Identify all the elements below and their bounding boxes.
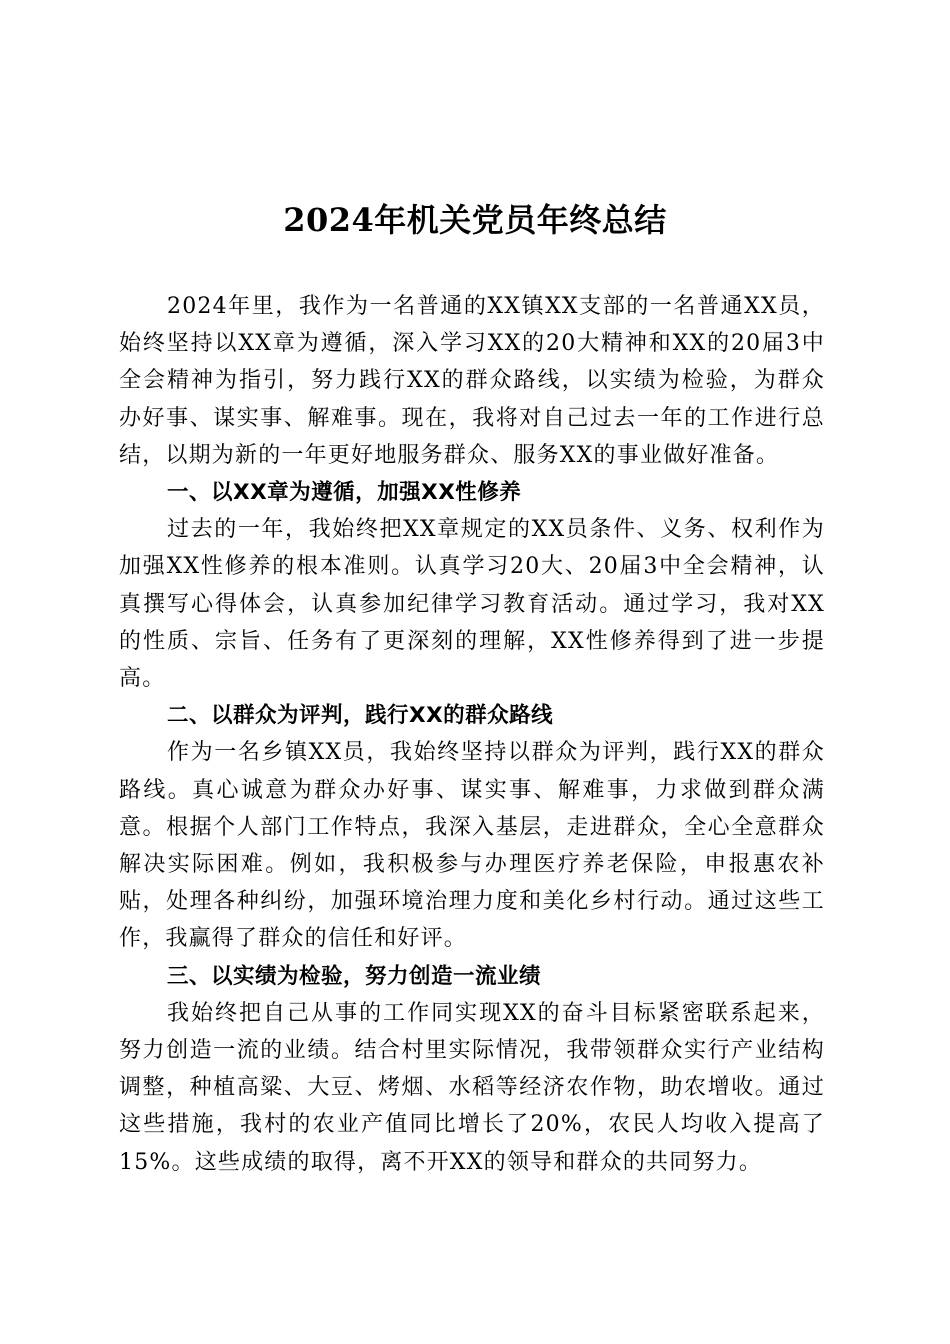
section-2-heading: 二、以群众为评判，践行XX的群众路线 bbox=[167, 703, 554, 729]
section-3-heading: 三、以实绩为检验，努力创造一流业绩 bbox=[167, 963, 542, 989]
section-2-paragraph: 作为一名乡镇XX员，我始终坚持以群众为评判，践行XX的群众路线。真心诚意为群众办好事、谋实事、解难事，力求做到群众满意。根据个人部门工作特点，我深入基层，走进群众，全心全意群众解决实际困难。例如，我积极参与办理医疗养老保险，申报惠农补贴，处理各种纠纷，加强环境治理力度和美化乡村行动。通过这些工作，我赢得了群众的信任和好评。 bbox=[119, 740, 825, 952]
section-1-heading: 一、以XX章为遵循，加强XX性修养 bbox=[167, 480, 522, 506]
section-3-paragraph: 我始终把自己从事的工作同实现XX的奋斗目标紧密联系起来，努力创造一流的业绩。结合村里实际情况，我带领群众实行产业结构调整，种植高粱、大豆、烤烟、水稻等经济农作物，助农增收。通过这些措施，我村的农业产值同比增长了20%，农民人均收入提高了15%。这些成绩的取得，离不开XX的领导和群众的共同努力。 bbox=[119, 1000, 825, 1175]
document-title: 2024年机关党员年终总结 bbox=[283, 201, 667, 239]
section-1-paragraph: 过去的一年，我始终把XX章规定的XX员条件、义务、权利作为加强XX性修养的根本准则。认真学习20大、20届3中全会精神，认真撰写心得体会，认真参加纪律学习教育活动。通过学习，我对XX的性质、宗旨、任务有了更深刻的理解，XX性修养得到了进一步提高。 bbox=[119, 517, 825, 692]
document-body bbox=[119, 288, 825, 1181]
intro-paragraph: 2024年里，我作为一名普通的XX镇XX支部的一名普通XX员，始终坚持以XX章为遵循，深入学习XX的20大精神和XX的20届3中全会精神为指引，努力践行XX的群众路线，以实绩为检验，为群众办好事、谋实事、解难事。现在，我将对自己过去一年的工作进行总结，以期为新的一年更好地服务群众、服务XX的事业做好准备。 bbox=[119, 294, 825, 468]
